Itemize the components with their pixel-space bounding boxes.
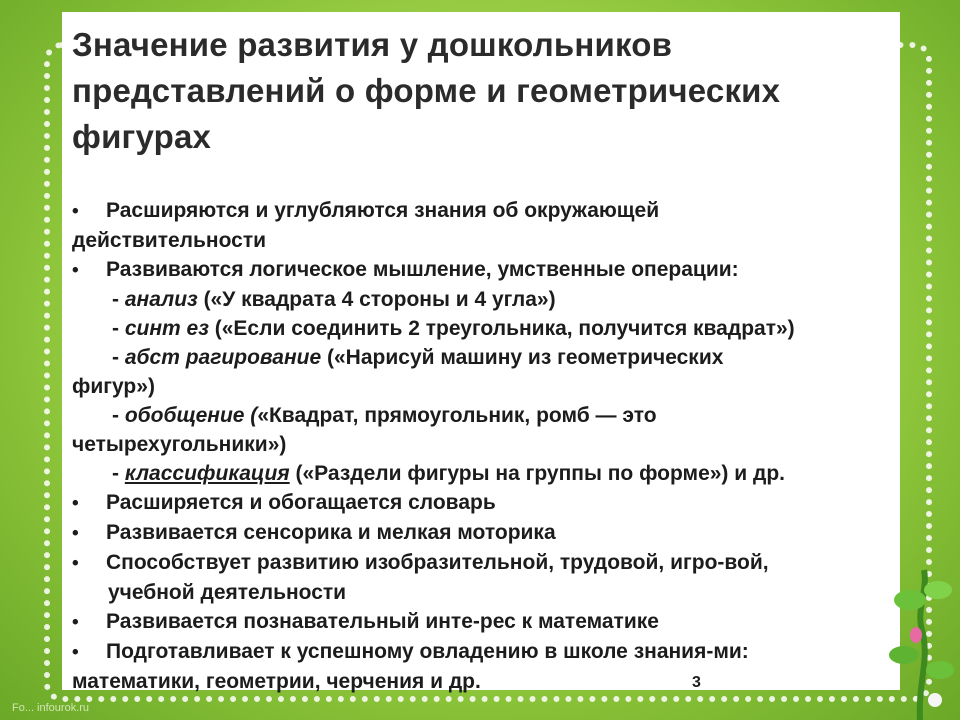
list-item [72, 637, 896, 667]
dash: - [112, 462, 125, 485]
term: абст рагирование [124, 346, 322, 369]
term: обобщение ( [124, 404, 258, 427]
item-text: Развивается познавательный инте-рес к математике [106, 610, 659, 633]
slide-title: Значение развития у дошкольников представлений о форме и геометрических фигурах [72, 26, 781, 155]
item-text: Развивается сенсорика и мелкая моторика [106, 521, 556, 544]
sub-item-synthesis [72, 314, 896, 343]
dash: - [112, 404, 125, 427]
slide-body [72, 196, 896, 696]
sub-item-classification [72, 459, 896, 488]
item-text: Подготавливает к успешному овладению в школе знания-ми: [106, 640, 749, 663]
bullet-icon: • [72, 612, 79, 633]
sub-item-analysis [72, 285, 896, 314]
list-item [72, 607, 896, 637]
list-item-continuation: математики, геометрии, черчения и др. [72, 670, 481, 693]
example: («Если соединить 2 треугольника, получится квадрат») [208, 317, 795, 340]
term: синт ез [124, 317, 209, 340]
list-item [72, 518, 896, 548]
example: «Квадрат, прямоугольник, ромб — это [257, 404, 657, 427]
list-item [72, 488, 896, 518]
watermark-credit: Fo... infourok.ru [12, 702, 90, 714]
item-text: Расширяются и углубляются знания об окружающей [106, 199, 660, 222]
example: («Нарисуй машину из геометрических [321, 346, 724, 369]
bullet-icon: • [72, 201, 79, 222]
item-text: Расширяется и обогащается словарь [106, 491, 496, 514]
list-item [72, 255, 896, 285]
list-item-continuation: действительности [72, 229, 267, 252]
list-item [72, 196, 896, 226]
list-item [72, 548, 896, 578]
bullet-icon: • [72, 260, 79, 281]
sub-item-abstraction [72, 343, 896, 372]
sub-item-continuation: фигур») [72, 375, 155, 398]
term: анализ [124, 288, 198, 311]
bullet-icon: • [72, 493, 79, 514]
term: классификация [124, 462, 290, 485]
example: («У квадрата 4 стороны и 4 угла») [197, 288, 556, 311]
example: («Раздели фигуры на группы по форме») и др. [289, 462, 785, 485]
bullet-icon: • [72, 553, 79, 574]
dash: - [112, 288, 125, 311]
bullet-icon: • [72, 642, 79, 663]
item-text: Развиваются логическое мышление, умственные операции: [106, 258, 739, 281]
plant-decoration-icon [880, 560, 960, 720]
dash: - [112, 346, 125, 369]
page-number: 3 [692, 674, 701, 691]
list-item-continuation: учебной деятельности [108, 581, 347, 604]
item-text: Способствует развитию изобразительной, трудовой, игро-вой, [106, 551, 769, 574]
dash: - [112, 317, 125, 340]
sub-item-generalization [72, 401, 896, 430]
bullet-icon: • [72, 523, 79, 544]
sub-item-continuation: четырехугольники») [72, 433, 287, 456]
